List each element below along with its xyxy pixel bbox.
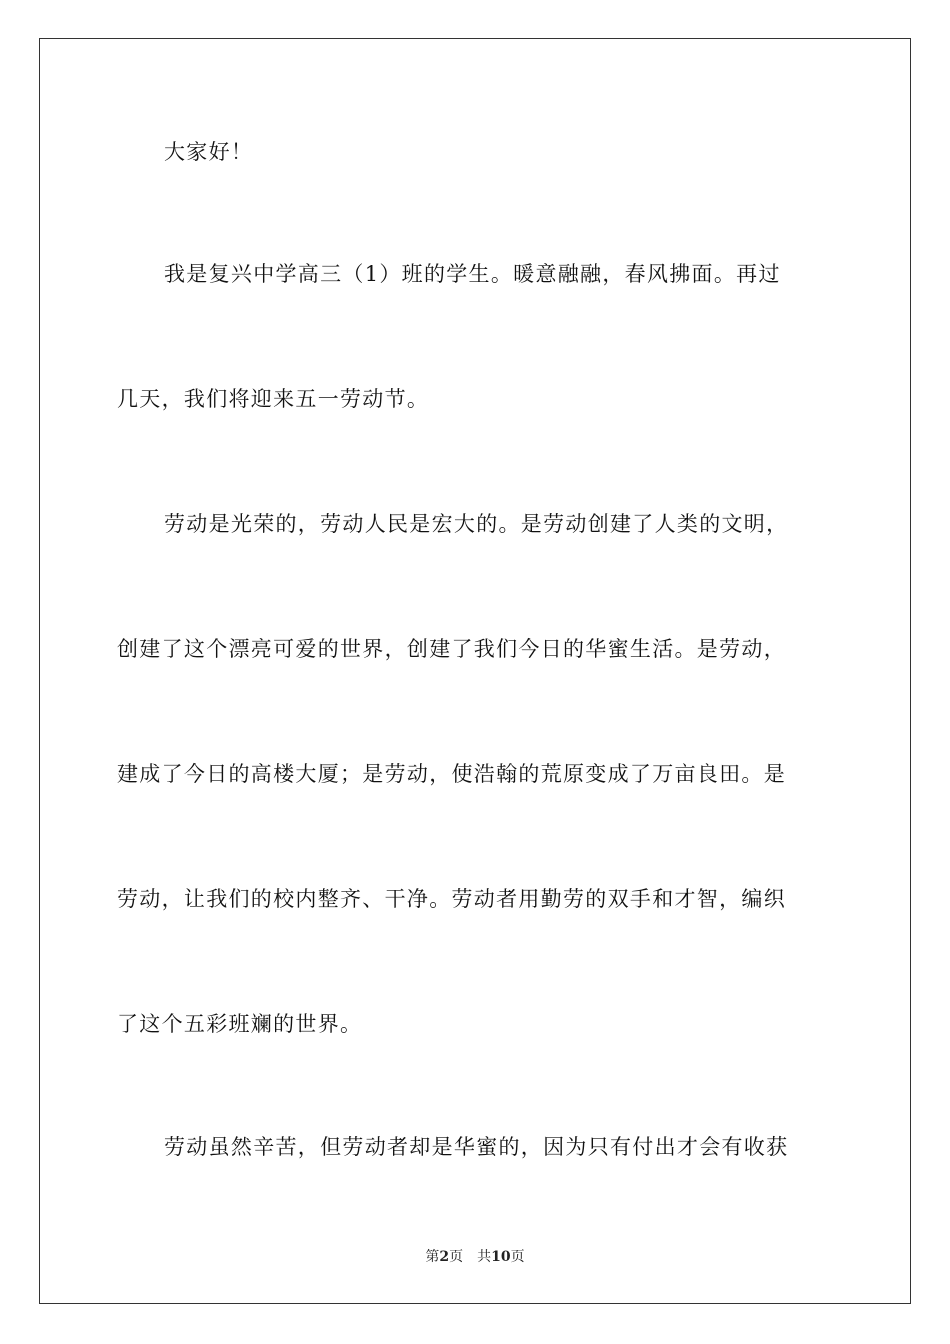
- paragraph-2-line-4: 劳动，让我们的校内整齐、干净。劳动者用勤劳的双手和才智，编织: [117, 887, 786, 911]
- paragraph-1-line-1: 我是复兴中学高三（1）班的学生。暖意融融，春风拂面。再过: [164, 262, 781, 286]
- paragraph-2-line-3: 建成了今日的高楼大厦；是劳动，使浩翰的荒原变成了万亩良田。是: [117, 762, 786, 786]
- page-border: [39, 38, 911, 1304]
- paragraph-2-line-2: 创建了这个漂亮可爱的世界，创建了我们今日的华蜜生活。是劳动，: [117, 637, 786, 661]
- paragraph-2-line-5: 了这个五彩班斓的世界。: [117, 1012, 363, 1036]
- total-pages: 10: [491, 1249, 511, 1265]
- page-suffix: 页: [449, 1249, 464, 1265]
- paragraph-1-line-2: 几天，我们将迎来五一劳动节。: [117, 387, 430, 411]
- page-footer: [0, 1247, 950, 1267]
- page-prefix: 第: [425, 1249, 440, 1265]
- greeting-line: 大家好！: [164, 140, 254, 164]
- paragraph-2-line-1: 劳动是光荣的，劳动人民是宏大的。是劳动创建了人类的文明，: [164, 512, 789, 536]
- total-suffix: 页: [510, 1249, 525, 1265]
- paragraph-3-line-1: 劳动虽然辛苦，但劳动者却是华蜜的，因为只有付出才会有收获: [164, 1135, 789, 1159]
- total-prefix: 共: [477, 1249, 492, 1265]
- page-number: 2: [439, 1249, 450, 1265]
